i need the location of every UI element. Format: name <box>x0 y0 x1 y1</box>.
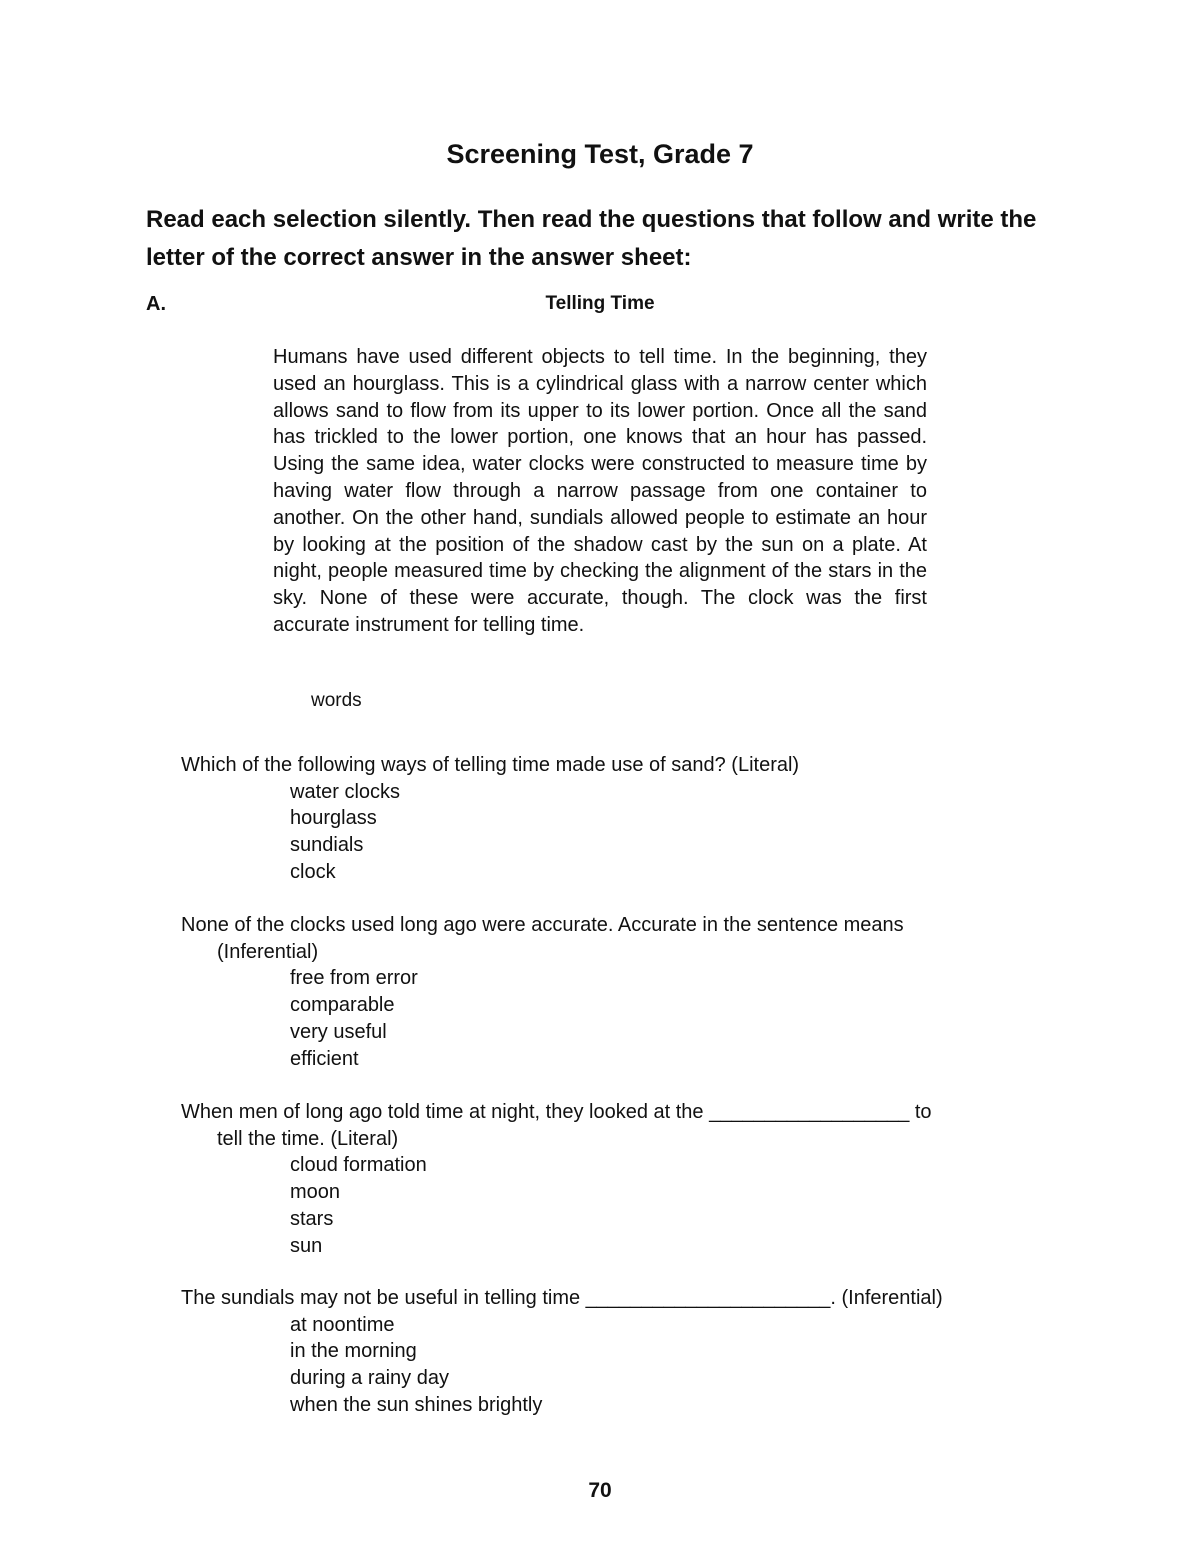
answer-choices <box>181 779 1061 886</box>
question-stem-line: Which of the following ways of telling time made use of sand? (Literal) <box>181 754 800 776</box>
answer-choice: water clocks <box>290 780 401 803</box>
answer-choice: sun <box>290 1234 323 1257</box>
word-count-label: words <box>311 690 362 711</box>
question-stem-line: When men of long ago told time at night, they looked at the __________________ to <box>181 1101 932 1123</box>
answer-choice: stars <box>290 1207 334 1230</box>
answer-choices <box>181 1152 1061 1259</box>
question-stem-line: The sundials may not be useful in telling time ______________________. (Inferential) <box>181 1287 943 1309</box>
answer-choice: free from error <box>290 967 418 990</box>
question-stem-continuation: (Inferential) <box>217 940 319 963</box>
question-1 <box>181 752 1061 886</box>
question-stem <box>181 1099 1061 1152</box>
answer-choice: clock <box>290 860 336 883</box>
answer-choice: efficient <box>290 1047 359 1070</box>
question-stem <box>181 752 1061 779</box>
answer-choice: during a rainy day <box>290 1367 449 1390</box>
question-stem <box>181 912 1061 965</box>
question-stem-line: None of the clocks used long ago were accurate. Accurate in the sentence means <box>181 914 904 936</box>
selection-title: Telling Time <box>545 293 655 314</box>
question-stem-continuation: tell the time. (Literal) <box>217 1127 399 1150</box>
page-title: Screening Test, Grade 7 <box>446 139 754 169</box>
answer-choice: at noontime <box>290 1313 395 1336</box>
answer-choice: very useful <box>290 1020 387 1043</box>
question-4 <box>181 1285 1061 1419</box>
question-stem <box>181 1285 1061 1312</box>
instructions: Read each selection silently. Then read the questions that follow and write the letter of the correct answer in the answer sheet: <box>146 206 1037 271</box>
answer-choice: cloud formation <box>290 1154 427 1177</box>
question-2 <box>181 912 1061 1072</box>
answer-choice: in the morning <box>290 1340 417 1363</box>
answer-choice: sundials <box>290 834 364 857</box>
answer-choices <box>181 965 1061 1072</box>
answer-choice: comparable <box>290 994 395 1017</box>
answer-choices <box>181 1312 1061 1419</box>
answer-choice: moon <box>290 1181 341 1204</box>
answer-choice: hourglass <box>290 807 377 830</box>
answer-choice: when the sun shines brightly <box>290 1393 543 1416</box>
page-number: 70 <box>588 1479 612 1502</box>
question-3 <box>181 1099 1061 1259</box>
section-letter: A. <box>146 293 166 315</box>
reading-passage: Humans have used different objects to tell time. In the beginning, they used an hourglass. This is a cylindrical glass with a narrow center which allows sand to flow from its upper to its lower portion. Once all the sand has trickled to the lower portion, one knows that an hour has passed. Using the same idea, water clocks were constructed to measure time by having water flow through a narrow passage from one container to another. On the other hand, sundials allowed people to estimate an hour by looking at the position of the shadow cast by the sun on a plate. At night, people measured time by checking the alignment of the stars in the sky. None of these were accurate, though. The clock was the first accurate instrument for telling time. <box>273 346 927 636</box>
